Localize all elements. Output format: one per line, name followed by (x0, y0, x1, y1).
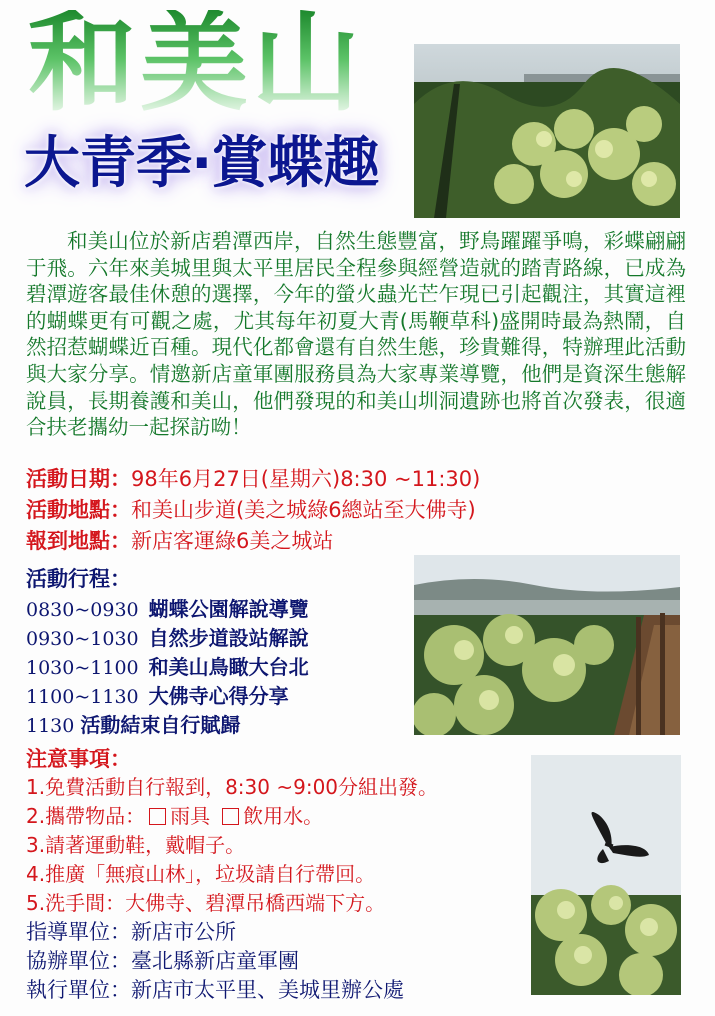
event-date (26, 463, 480, 493)
organizer-guidance-label: 指導單位： (26, 920, 131, 944)
checkbox-icon (149, 808, 166, 825)
schedule-activity: 和美山鳥瞰大台北 (148, 655, 309, 679)
schedule-heading: 活動行程： (26, 567, 131, 591)
checkin-location-value: 新店客運綠6美之城站 (131, 529, 334, 553)
event-date-value: 98年6月27日(星期六)8:30 ~11:30) (131, 467, 481, 491)
schedule-row (26, 622, 309, 651)
schedule-activity: 大佛寺心得分享 (148, 684, 289, 708)
checkbox-icon (222, 808, 239, 825)
title-sub: 大青季‧賞蝶趣 (24, 131, 380, 196)
schedule-time: 1130 (26, 715, 75, 737)
photo-trees-city (414, 44, 680, 218)
schedule-row (26, 709, 240, 738)
schedule-activity: 蝴蝶公園解說導覽 (148, 597, 309, 621)
title-main: 和美山 (28, 1, 365, 126)
schedule-time: 0930~1030 (26, 628, 139, 650)
organizer-co-host-label: 協辦單位： (26, 949, 131, 973)
note-3: 3.請著運動鞋，戴帽子。 (26, 833, 246, 857)
event-location-label: 活動地點： (26, 498, 131, 522)
event-date-label: 活動日期： (26, 467, 131, 491)
schedule-row (26, 651, 309, 680)
notes-heading: 注意事項： (26, 747, 131, 771)
schedule-row (26, 593, 309, 622)
note-2-prefix: 2.攜帶物品： (26, 804, 146, 828)
schedule-activity: 自然步道設站解說 (148, 626, 309, 650)
organizer-executor (26, 974, 404, 1004)
schedule-activity: 活動結束自行賦歸 (80, 713, 241, 737)
checkin-location (26, 525, 333, 555)
schedule-time: 1100~1130 (26, 686, 139, 708)
event-location (26, 494, 476, 524)
schedule-time: 0830~0930 (26, 599, 139, 621)
intro-paragraph: 和美山位於新店碧潭西岸，自然生態豐富，野鳥躍躍爭鳴，彩蝶翩翩于飛。六年來美城里與太平里居民全程參與經營造就的踏青路線，已成為碧潭遊客最佳休憩的選擇，今年的螢火蟲光芒乍現已引起觀注，其實這裡的蝴蝶更有可觀之處，尤其每年初夏大青(馬鞭草科)盛開時最為熱鬧，自然招惹蝴蝶近百種。現代化都會還有自然生態，珍貴難得，特辦理此活動與大家分享。情邀新店童軍團服務員為大家專業導覽，他們是資深生態解說員，長期養護和美山，他們發現的和美山圳洞遺跡也將首次發表，很適合扶老攜幼一起探訪呦！ (26, 229, 686, 440)
note-2-item-rain-gear: 雨具 (170, 804, 211, 828)
organizer-co-host (26, 945, 299, 975)
photo-boardwalk (414, 555, 680, 735)
photo-butterfly (531, 755, 681, 995)
event-location-value: 和美山步道(美之城綠6總站至大佛寺) (131, 498, 476, 522)
note-1: 1.免費活動自行報到，8:30 ~9:00分組出發。 (26, 775, 439, 799)
organizer-executor-label: 執行單位： (26, 978, 131, 1002)
note-2-item-water: 飲用水。 (243, 804, 324, 828)
organizer-co-host-value: 臺北縣新店童軍團 (131, 949, 299, 973)
schedule-time: 1030~1100 (26, 657, 139, 679)
note-2 (26, 800, 323, 829)
organizer-guidance-value: 新店市公所 (131, 920, 236, 944)
schedule-row (26, 680, 289, 709)
checkin-location-label: 報到地點： (26, 529, 131, 553)
organizer-executor-value: 新店市太平里、美城里辦公處 (131, 978, 404, 1002)
note-5: 5.洗手間：大佛寺、碧潭吊橋西端下方。 (26, 891, 386, 915)
organizer-guidance (26, 916, 236, 946)
note-4: 4.推廣「無痕山林」，垃圾請自行帶回。 (26, 862, 376, 886)
